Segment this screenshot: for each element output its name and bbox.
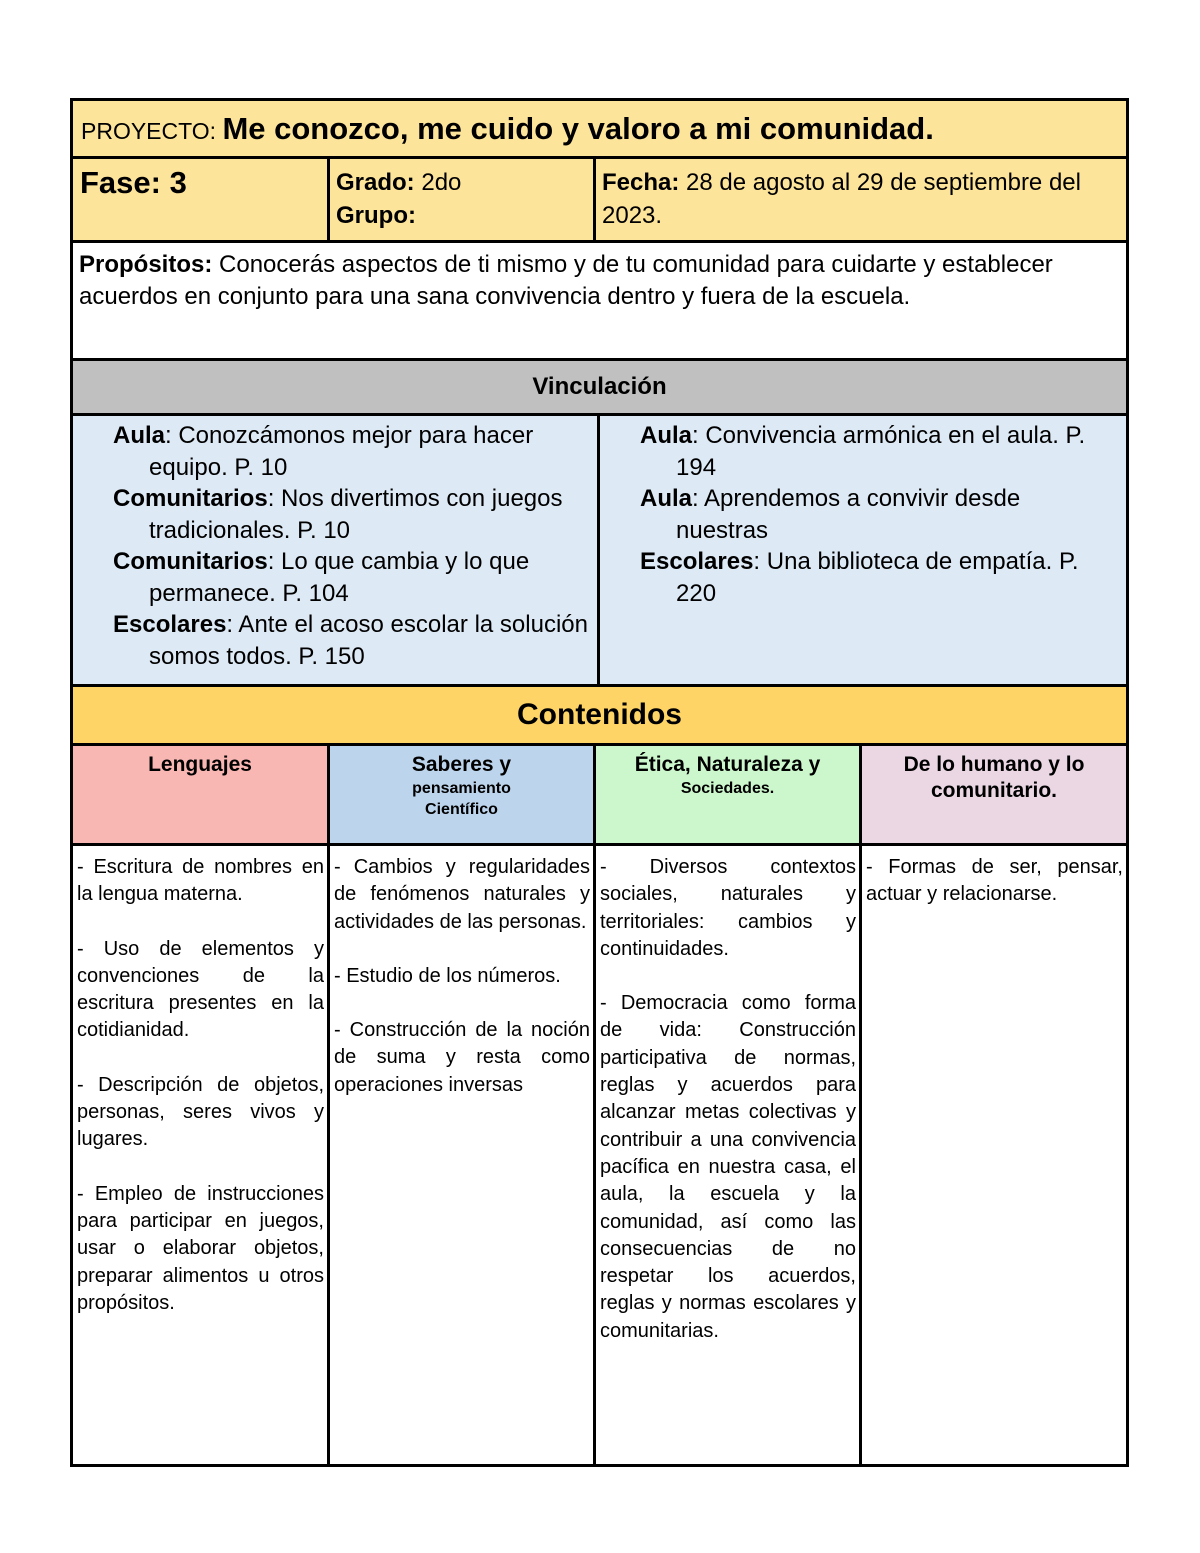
project-title: Me conozco, me cuido y valoro a mi comunidad. — [222, 111, 934, 146]
item-label: Escolares — [640, 548, 754, 575]
item-text: : Una biblioteca de empatía. P. 220 — [676, 548, 1079, 607]
item-label: Comunitarios — [113, 548, 268, 575]
group-label: Grupo: — [336, 202, 416, 229]
date-label: Fecha: — [602, 169, 680, 196]
etica-content — [595, 845, 861, 1466]
item-label: Aula — [640, 422, 693, 449]
phase-cell: Fase: 3 — [72, 158, 329, 242]
item-label: Aula — [113, 422, 166, 449]
purpose-text: Conocerás aspectos de ti mismo y de tu comunidad para cuidarte y establecer acuerdos en conjunto para una sana convivencia dentro y fuera de la escuela. — [79, 251, 1053, 310]
column-header-lenguajes — [72, 745, 329, 845]
item-text: : Ante el acoso escolar la solución somos todos. P. 150 — [149, 611, 588, 670]
content-item: - Empleo de instrucciones para participar en juegos, usar o elaborar objetos, preparar alimentos u otros propósitos. — [77, 1182, 324, 1314]
item-label: Comunitarios — [113, 485, 268, 512]
content-item: - Cambios y regularidades de fenómenos naturales y actividades de las personas. — [334, 856, 590, 933]
date-cell — [595, 158, 1128, 242]
vinculacion-item — [640, 546, 1118, 609]
grade-value: 2do — [414, 169, 462, 196]
vinculacion-item — [113, 546, 589, 609]
column-subtitle: pensamiento Científico — [412, 780, 511, 818]
contenidos-heading: Contenidos — [72, 686, 1128, 745]
purpose-label: Propósitos: — [79, 251, 213, 278]
content-item: - Formas de ser, pensar, actuar y relacionarse. — [866, 856, 1123, 906]
content-item: - Diversos contextos sociales, naturales y territoriales: cambios y continuidades. — [600, 856, 856, 960]
lenguajes-content — [72, 845, 329, 1466]
item-text: : Conozcámonos mejor para hacer equipo. P. 10 — [149, 422, 534, 481]
content-item: - Descripción de objetos, personas, seres vivos y lugares. — [77, 1073, 324, 1151]
project-header-table — [70, 98, 1129, 159]
purpose-cell — [72, 242, 1128, 360]
item-text: : Aprendemos a convivir desde nuestras — [676, 485, 1021, 544]
content-item: - Escritura de nombres en la lengua materna. — [77, 856, 324, 906]
date-value: 28 de agosto al 29 de septiembre del 2023. — [602, 169, 1081, 229]
vinculacion-heading: Vinculación — [72, 360, 1128, 415]
column-header-etica — [595, 745, 861, 845]
content-item: - Uso de elementos y convenciones de la escritura presentes en la cotidianidad. — [77, 937, 324, 1042]
saberes-content — [329, 845, 595, 1466]
vinculacion-item — [640, 483, 1118, 546]
content-item: - Estudio de los números. — [334, 964, 561, 987]
vinculacion-item — [113, 483, 589, 546]
project-title-cell — [72, 100, 1128, 158]
vinculacion-item — [640, 420, 1118, 483]
column-title: Saberes y — [411, 753, 512, 776]
item-text: : Nos divertimos con juegos tradicionales. P. 10 — [149, 485, 563, 544]
grade-label: Grado: — [336, 169, 415, 196]
item-text: : Convivencia armónica en el aula. P. 194 — [676, 422, 1086, 481]
vinculacion-right — [599, 415, 1128, 686]
column-title: Ética, Naturaleza y — [634, 753, 821, 776]
vinculacion-item — [113, 420, 589, 483]
column-header-saberes — [329, 745, 595, 845]
content-item: - Construcción de la noción de suma y resta como operaciones inversas — [334, 1019, 590, 1096]
planning-document — [70, 98, 1126, 1467]
vinculacion-left — [72, 415, 599, 686]
column-title: De lo humano y lo comunitario. — [903, 753, 1085, 802]
humano-content — [861, 845, 1128, 1466]
column-title: Lenguajes — [148, 753, 252, 776]
item-label: Aula — [640, 485, 693, 512]
purpose-table — [70, 240, 1129, 416]
content-item: - Democracia como forma de vida: Construcción participativa de normas, reglas y acuerdos para alcanzar metas colectivas y contribuir a una convivencia pacífica en nuestra casa, el aula, la escuela y la comunidad, así como las consecuencias de no respetar los acuerdos, reglas y normas escolares y comunitarias. — [600, 992, 856, 1342]
vinculacion-table — [70, 413, 1129, 687]
item-label: Escolares — [113, 611, 227, 638]
phase-table — [70, 156, 1129, 243]
contenidos-table — [70, 684, 1129, 1467]
vinculacion-item — [113, 609, 589, 672]
column-subtitle: Sociedades. — [680, 780, 775, 797]
project-label: PROYECTO: — [81, 118, 223, 144]
grade-group-cell — [329, 158, 595, 242]
item-text: : Lo que cambia y lo que permanece. P. 104 — [149, 548, 530, 607]
column-header-humano — [861, 745, 1128, 845]
